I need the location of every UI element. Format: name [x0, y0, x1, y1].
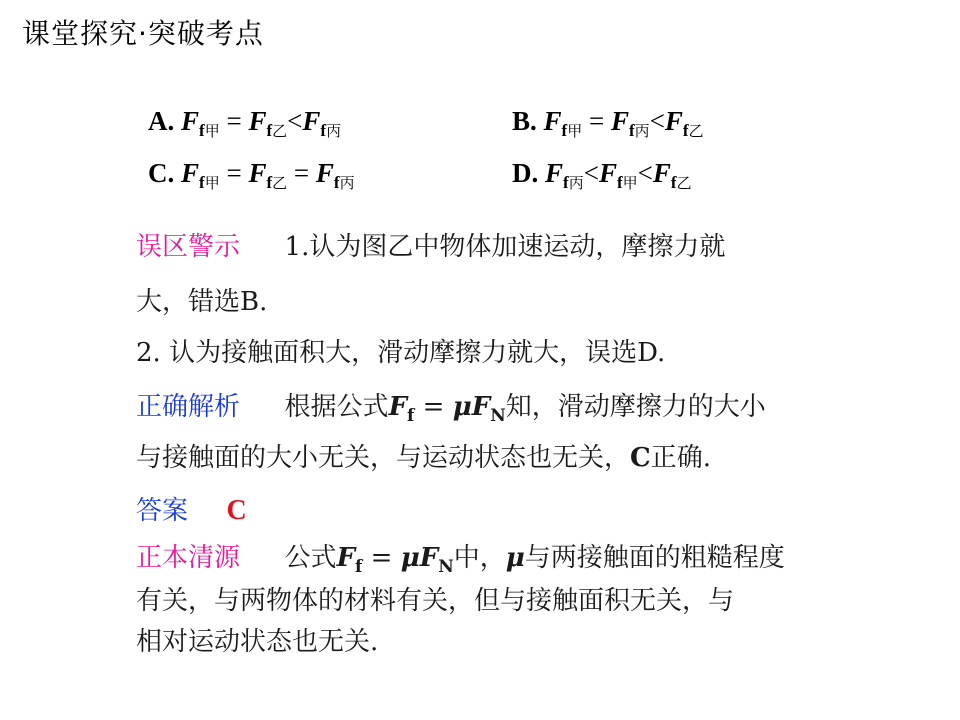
source-formula-N-sub: N [438, 557, 454, 577]
formula-mu: μ [452, 392, 472, 422]
warning-label: 误区警示 [136, 232, 241, 262]
option-a[interactable] [148, 106, 342, 140]
formula-eq: = [414, 392, 453, 422]
page-title: 课堂探究·突破考点 [22, 17, 264, 50]
formula-F: F [388, 392, 408, 422]
option-c-text: $F_{f甲} = F_{f乙} = F_{f丙}$ [181, 158, 355, 192]
answer-label: 答案 [136, 496, 189, 526]
source-formula-F: F [336, 543, 356, 573]
source-post: 中， [453, 543, 506, 573]
source-label: 正本清源 [136, 543, 241, 573]
warning-text-1: 1.认为图乙中物体加速运动，摩擦力就 [284, 232, 726, 262]
source-text-2: 有关，与两物体的材料有关，但与接触面积无关，与 [136, 586, 735, 616]
answer-line [136, 490, 247, 527]
source-text-3: 相对运动状态也无关. [136, 627, 379, 657]
option-b-letter: B. [512, 106, 537, 136]
formula-F2: F [471, 392, 491, 422]
formula-N-sub: N [490, 406, 506, 426]
formula-f-sub: f [407, 406, 415, 426]
source-line-2 [136, 580, 734, 617]
analysis-text-2: 与接触面的大小无关，与运动状态也无关， [136, 443, 631, 473]
analysis-post: 知，滑动摩擦力的大小 [505, 392, 766, 422]
analysis-line-2 [136, 437, 711, 474]
source-pre: 公式 [284, 543, 337, 573]
analysis-line-1 [136, 386, 766, 426]
option-a-text: $F_{f甲} = F_{f乙}<F_{f丙}$ [181, 106, 342, 140]
option-d-text: $F_{f丙}<F_{f甲}<F_{f乙}$ [545, 158, 692, 192]
source-formula-mu: μ [400, 543, 420, 573]
analysis-text-2-end: 正确. [650, 443, 711, 473]
option-d[interactable] [512, 158, 692, 192]
source-line-3 [136, 621, 378, 658]
option-b[interactable] [512, 106, 704, 140]
warning-line-1 [136, 226, 725, 263]
source-formula-eq: = [362, 543, 401, 573]
warning-line-3 [136, 332, 665, 369]
option-b-text: $F_{f甲} = F_{f丙}<F_{f乙}$ [543, 106, 704, 140]
option-a-letter: A. [148, 106, 175, 136]
option-d-letter: D. [512, 158, 539, 188]
warning-text-2: 大，错选B. [136, 287, 268, 317]
option-c-letter: C. [148, 158, 175, 188]
analysis-pre: 根据公式 [284, 392, 389, 422]
warning-text-3: 2. 认为接触面积大，滑动摩擦力就大，误选D. [136, 338, 666, 368]
source-formula-f-sub: f [355, 557, 363, 577]
option-c[interactable] [148, 158, 355, 192]
analysis-answer-inline: C [630, 443, 651, 473]
source-post2: 与两接触面的粗糙程度 [524, 543, 785, 573]
warning-line-2 [136, 281, 267, 318]
answer-value: C [226, 495, 247, 526]
source-formula-F2: F [419, 543, 439, 573]
source-line-1 [136, 537, 785, 577]
source-mu: μ [505, 543, 525, 573]
analysis-label: 正确解析 [136, 392, 241, 422]
